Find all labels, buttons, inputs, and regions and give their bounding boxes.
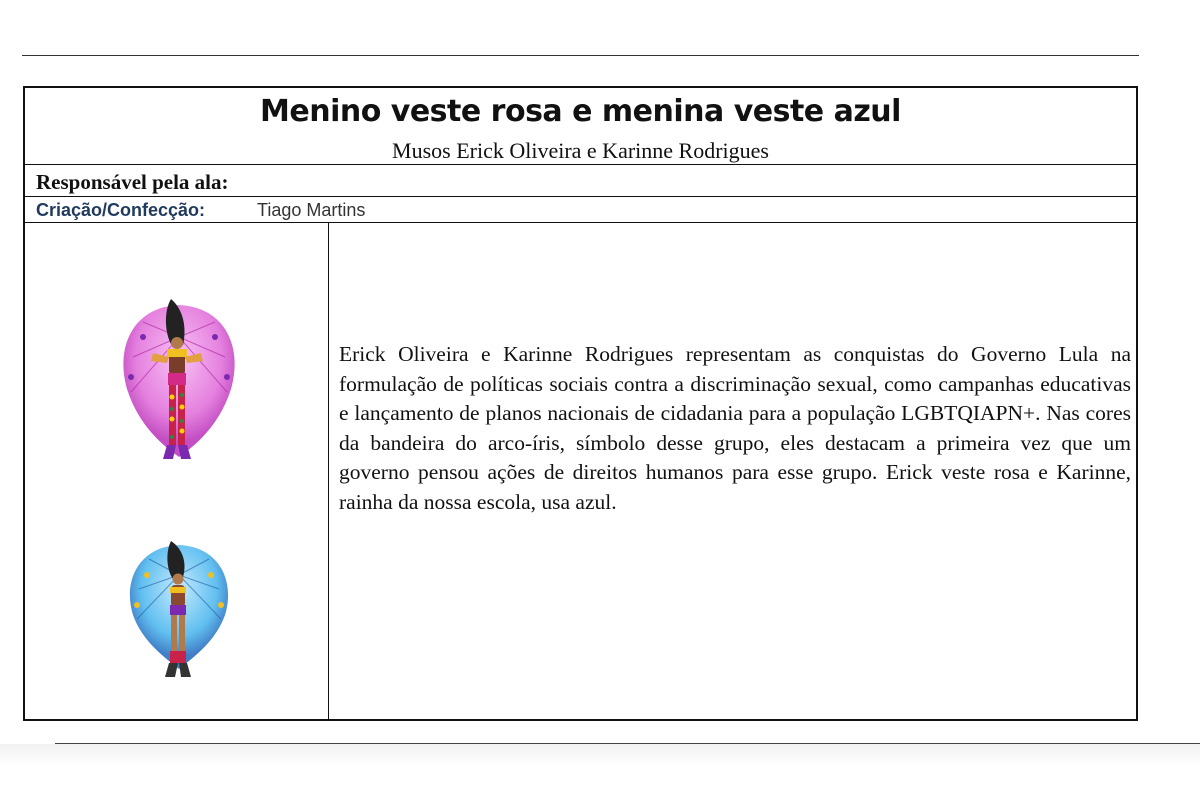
credit-label: Criação/Confecção: [36,200,206,220]
description-cell [329,223,1136,719]
pink-carnival-costume-sketch-icon [113,297,245,487]
bottom-divider [55,743,1200,744]
costume-images-cell [25,223,329,719]
costume-sheet-table [23,86,1138,721]
description-text: Erick Oliveira e Karinne Rodrigues representam as conquistas do Governo Lula na formulação de políticas sociais contra a discriminação sexual, como campanhas educativas e lançamento de planos nacionais de cidadania para a população LGBTQIAPN+. Nas cores da bandeira do arco-íris, símbolo desse grupo, eles destacam a primeira vez que um governo pensou ações de direitos humanos para esse grupo. Erick veste rosa e Karinne, rainha da nossa escola, usa azul. [339,342,1131,514]
responsible-label: Responsável pela ala: [36,170,229,194]
page-subtitle: Musos Erick Oliveira e Karinne Rodrigues [392,138,769,163]
responsible-row [25,165,1136,197]
credit-value: Tiago Martins [257,200,366,220]
top-divider [22,55,1139,56]
blue-carnival-costume-sketch-icon [123,539,235,697]
title-row [25,88,1136,165]
credit-row [25,197,1136,223]
page-title: Menino veste rosa e menina veste azul [260,94,901,129]
page-bottom-shade [0,744,1200,800]
